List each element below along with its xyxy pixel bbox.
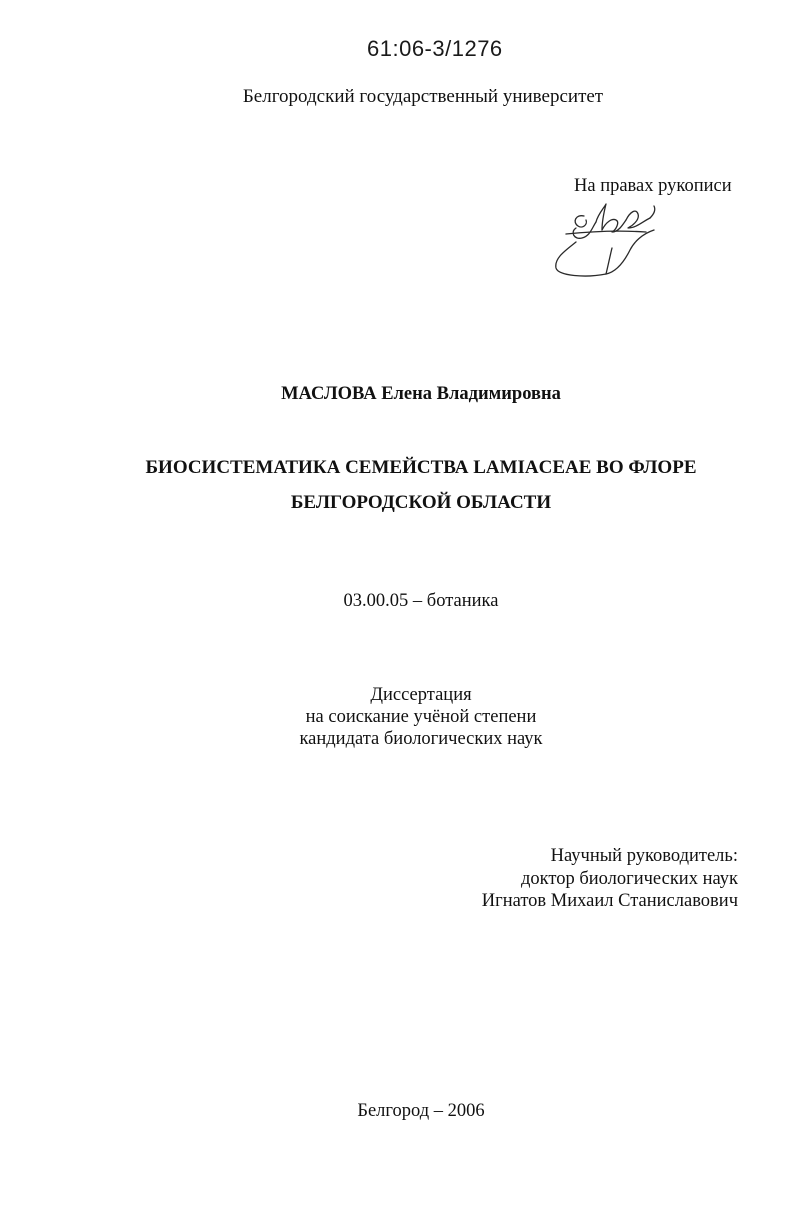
- specialty-code: 03.00.05 – ботаника: [343, 591, 499, 611]
- document-code: 61:06-3/1276: [367, 36, 503, 61]
- city-year: Белгород – 2006: [357, 1101, 485, 1121]
- supervisor-block: [482, 845, 738, 913]
- university-name: Белгородский государственный университет: [242, 86, 604, 107]
- signature-icon: [546, 192, 666, 282]
- supervisor-name: Игнатов Михаил Станиславович: [481, 891, 738, 911]
- degree-line: Диссертация: [370, 685, 472, 705]
- degree-line: на соискание учёной степени: [305, 707, 537, 727]
- supervisor-label: Научный руководитель:: [550, 846, 738, 866]
- supervisor-degree: доктор биологических наук: [520, 868, 738, 889]
- title-line: БИОСИСТЕМАТИКА СЕМЕЙСТВА LAMIACEAE ВО ФЛОРЕ: [145, 457, 697, 478]
- title-line: БЕЛГОРОДСКОЙ ОБЛАСТИ: [290, 492, 552, 513]
- degree-statement: [0, 684, 797, 750]
- dissertation-title: [0, 450, 797, 520]
- manuscript-rights-note: На правах рукописи: [574, 176, 732, 196]
- degree-line: кандидата биологических наук: [299, 729, 543, 749]
- author-name: МАСЛОВА Елена Владимировна: [281, 384, 561, 404]
